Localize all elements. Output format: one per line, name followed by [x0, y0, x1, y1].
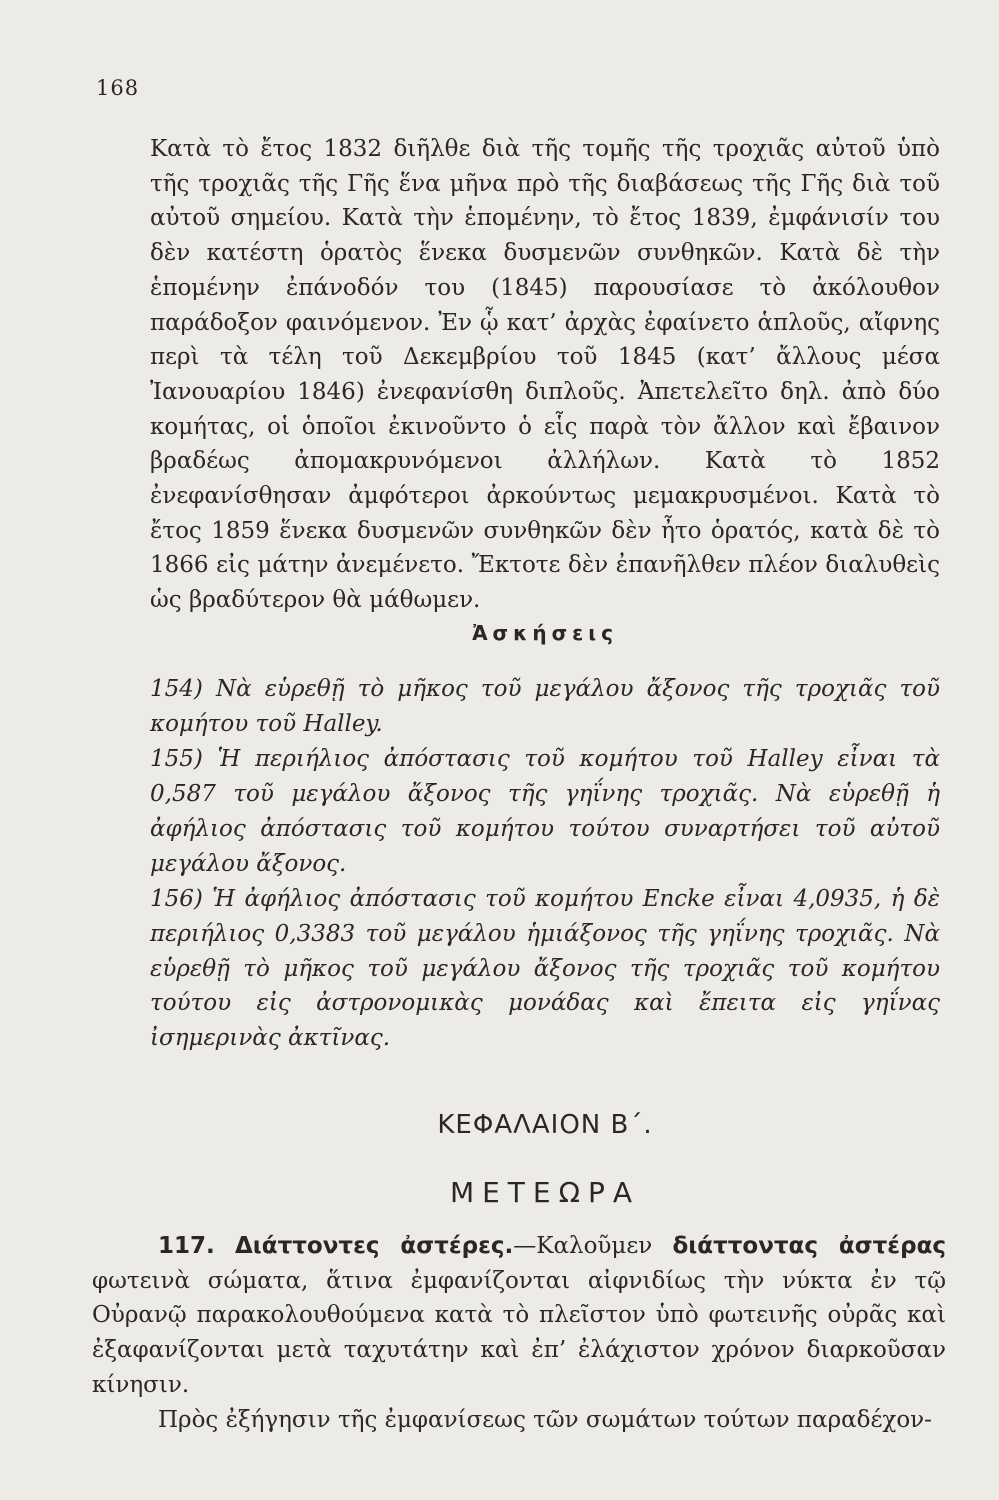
exercise-text: Νὰ εὑρεθῇ τὸ μῆκος τοῦ μεγάλου ἄξονος τῆς τροχιᾶς τοῦ κομήτου τοῦ Halley.: [150, 676, 940, 737]
intro-paragraph: Κατὰ τὸ ἔτος 1832 διῆλθε διὰ τῆς τομῆς τῆς τροχιᾶς αὐτοῦ ὑπὸ τῆς τροχιᾶς τῆς Γῆς ἕνα μῆνα πρὸ τῆς διαβάσεως τῆς Γῆς διὰ τοῦ αὐτοῦ σημείου. Κατὰ τὴν ἑπομένην, τὸ ἔτος 1839, ἐμφάνισίν του δὲν κατέστη ὁρατὸς ἕνεκα δυσμενῶν συνθηκῶν. Κατὰ δὲ τὴν ἑπομένην ἐπάνοδόν του (1845) παρουσίασε τὸ ἀκόλουθον παράδοξον φαινόμενον. Ἐν ᾧ κατ’ ἀρχὰς ἐφαίνετο ἁπλοῦς, αἴφνης περὶ τὰ τέλη τοῦ Δεκεμβρίου τοῦ 1845 (κατ’ ἄλλους μέσα Ἰανουαρίου 1846) ἐνεφανίσθη διπλοῦς. Ἀπετελεῖτο δηλ. ἀπὸ δύο κομήτας, οἱ ὁποῖοι ἐκινοῦντο ὁ εἷς παρὰ τὸν ἄλλον καὶ ἔβαινον βραδέως ἀπομακρυνόμενοι ἀλλήλων. Κατὰ τὸ 1852 ἐνεφανίσθησαν ἀμφότεροι ἀρκούντως μεμακρυσμένοι. Κατὰ τὸ ἔτος 1859 ἕνεκα δυσμενῶν συνθηκῶν δὲν ἦτο ὁρατός, κατὰ δὲ τὸ 1866 εἰς μάτην ἀνεμένετο. Ἔκτοτε δὲν ἐπανῆλθεν πλέον διαλυθεὶς ὡς βραδύτερον θὰ μάθωμεν.: [150, 136, 940, 614]
section-117: [92, 1229, 946, 1437]
exercises-list: [150, 672, 940, 1057]
section-lead: Καλοῦμεν: [536, 1233, 673, 1259]
section-rest: φωτεινὰ σώματα, ἅτινα ἐμφανίζονται αἰφνιδίως τὴν νύκτα ἐν τῷ Οὐρανῷ παρακολουθούμενα κατὰ τὸ πλεῖστον ὑπὸ φωτεινῆς οὐρᾶς καὶ ἐξαφανίζονται μετὰ ταχυτάτην καὶ ἐπ’ ἐλάχιστον χρόνον διαρκοῦσαν κίνησιν.: [92, 1267, 946, 1398]
section-dash: —: [513, 1233, 537, 1259]
exercise-item: [150, 672, 940, 741]
section-heading: Διάττοντες ἀστέρες.: [235, 1233, 514, 1259]
exercise-item: [150, 742, 940, 881]
section-number: 117.: [158, 1233, 215, 1259]
exercise-number: 156): [150, 886, 203, 913]
exercise-text: Ἡ ἀφήλιος ἀπόστασις τοῦ κομήτου Encke εἶναι 4,0935, ἡ δὲ περιήλιος 0,3383 τοῦ μεγάλου ἡμιάξονος τῆς γηΐνης τροχιᾶς. Νὰ εὑρεθῇ τὸ μῆκος τοῦ μεγάλου ἄξονος τῆς τροχιᾶς τοῦ κομήτου τούτου εἰς ἀστρονομικὰς μονάδας καὶ ἔπειτα εἰς γηΐνας ἰσημερινὰς ἀκτῖνας.: [150, 886, 941, 1052]
section-paragraph: [92, 1229, 946, 1403]
exercise-number: 155): [150, 746, 203, 773]
chapter-subtitle: ΜΕΤΕΩΡΑ: [449, 1176, 641, 1209]
section-term: διάττοντας ἀστέρας: [672, 1233, 947, 1259]
page-number: 168: [96, 76, 140, 100]
next-paragraph: Πρὸς ἐξήγησιν τῆς ἐμφανίσεως τῶν σωμάτων τούτων παραδέχον-: [158, 1406, 932, 1433]
exercises-title: Ἀσκήσεις: [472, 621, 618, 645]
exercise-text: Ἡ περιήλιος ἀπόστασις τοῦ κομήτου τοῦ Halley εἶναι τὰ 0,587 τοῦ μεγάλου ἄξονος τῆς γηΐνης τροχιᾶς. Νὰ εὑρεθῇ ἡ ἀφήλιος ἀπόστασις τοῦ κομήτου τούτου συναρτήσει τοῦ αὐτοῦ μεγάλου ἄξονος.: [150, 746, 940, 877]
exercise-item: [150, 882, 940, 1056]
chapter-title: ΚΕΦΑΛΑΙΟΝ Β΄.: [437, 1110, 653, 1140]
exercise-number: 154): [150, 676, 203, 702]
